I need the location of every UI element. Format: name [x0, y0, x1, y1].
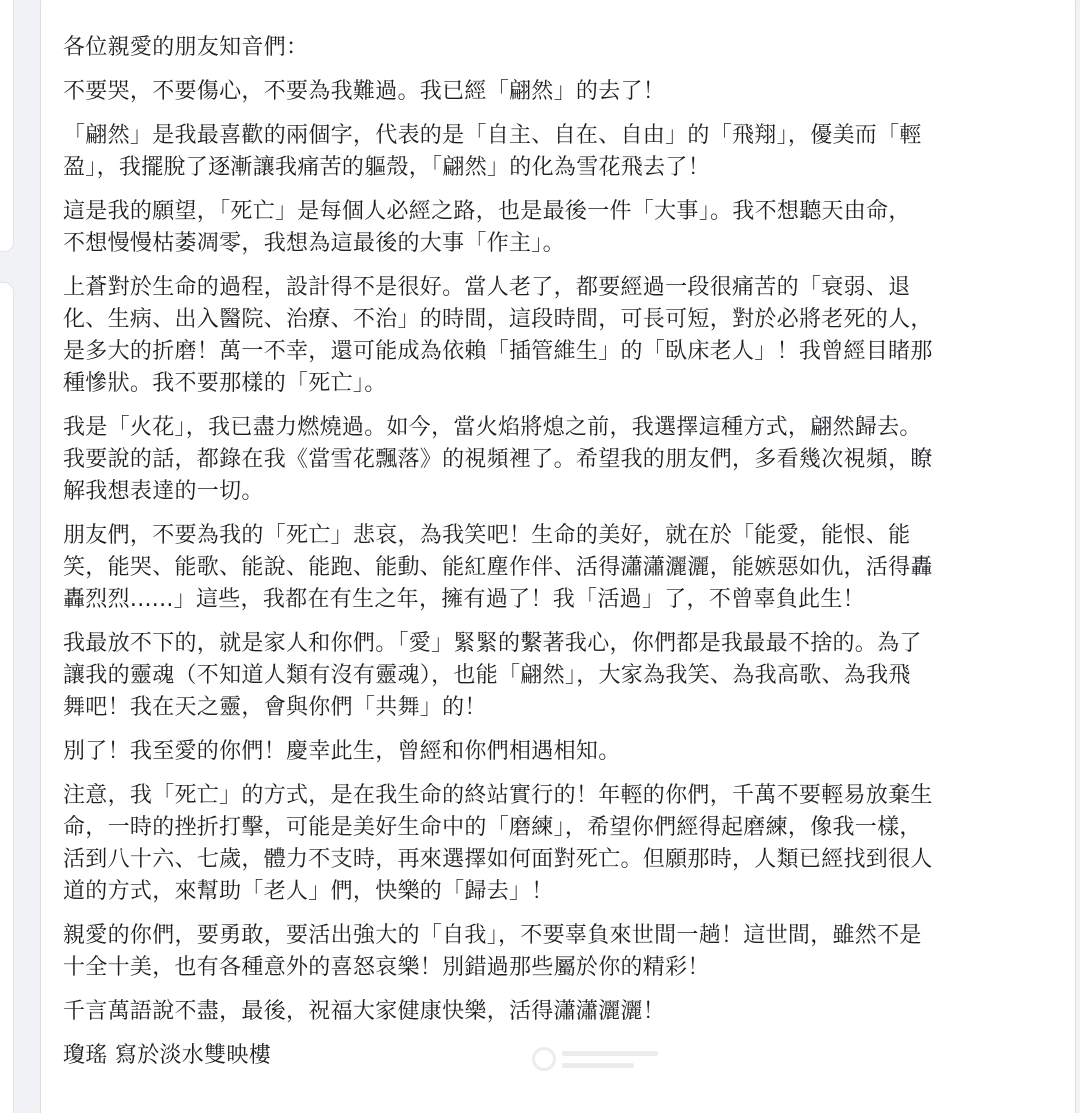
- paragraph-7: 我最放不下的，就是家人和你們。「愛」緊緊的繫著我心，你們都是我最最不捨的。為了 讓我的靈魂（不知道人類有沒有靈魂），也能「翩然」，大家為我笑、為我高歌、為我飛 舞吧！我在天之靈，會與你們「共舞」的！: [63, 631, 922, 720]
- paragraph-4: 上蒼對於生命的過程，設計得不是很好。當人老了，都要經過一段很痛苦的「衰弱、退 化、生病、出入醫院、治療、不治」的時間，這段時間，可長可短，對於必將老死的人， 是多大的折磨！萬一不幸，還可能成為依賴「插管維生」的「臥床老人」！我曾經目睹那 種慘狀。我不要那樣的「死亡」。: [63, 275, 933, 396]
- left-panel-edge-bottom: [0, 282, 14, 1113]
- paragraph-2: 「翩然」是我最喜歡的兩個字，代表的是「自主、自在、自由」的「飛翔」，優美而「輕 盈」，我擺脫了逐漸讓我痛苦的軀殼，「翩然」的化為雪花飛去了！: [63, 123, 922, 180]
- post-signature: 瓊瑤 寫於淡水雙映樓: [63, 1043, 271, 1068]
- paragraph-9: 注意，我「死亡」的方式，是在我生命的終站實行的！年輕的你們，千萬不要輕易放棄生 命，一時的挫折打擊，可能是美好生命中的「磨練」，希望你們經得起磨練，像我一樣， 活到八十六、七歲，體力不支時，再來選擇如何面對死亡。但願那時，人類已經找到很人 道的方式，來幫助「老人」們，快樂的「歸去」！: [63, 783, 933, 904]
- paragraph-5: 我是「火花」，我已盡力燃燒過。如今，當火焰將熄之前，我選擇這種方式，翩然歸去。 我要說的話，都錄在我《當雪花飄落》的視頻裡了。希望我的朋友們，多看幾次視頻，瞭 解我想表達的一切。: [63, 415, 933, 504]
- paragraph-3: 這是我的願望，「死亡」是每個人必經之路，也是最後一件「大事」。我不想聽天由命， 不想慢慢枯萎凋零，我想為這最後的大事「作主」。: [63, 199, 911, 256]
- post-greeting: 各位親愛的朋友知音們：: [63, 35, 309, 60]
- paragraph-10: 親愛的你們，要勇敢，要活出強大的「自我」，不要辜負來世間一趟！這世間，雖然不是 十全十美，也有各種意外的喜怒哀樂！別錯過那些屬於你的精彩！: [63, 923, 922, 980]
- watermark-line-1: [562, 1051, 658, 1056]
- left-panel-edge-top: [0, 0, 14, 252]
- paragraph-1: 不要哭，不要傷心，不要為我難過。我已經「翩然」的去了！: [63, 79, 666, 104]
- watermark-line-2: [562, 1063, 634, 1068]
- paragraph-6: 朋友們，不要為我的「死亡」悲哀，為我笑吧！生命的美好，就在於「能愛，能恨、能 笑，能哭、能歌、能說、能跑、能動、能紅塵作伴、活得瀟瀟灑灑，能嫉惡如仇，活得轟 轟烈烈......」這些，我都在有生之年，擁有過了！我「活過」了，不曾辜負此生！: [63, 523, 933, 612]
- paragraph-11: 千言萬語說不盡，最後，祝福大家健康快樂，活得瀟瀟灑灑！: [63, 999, 666, 1024]
- post-card: [40, 0, 1076, 1113]
- paragraph-8: 別了！我至愛的你們！慶幸此生，曾經和你們相遇相知。: [63, 739, 621, 764]
- post-text: [63, 32, 1063, 1084]
- watermark-logo: [532, 1043, 664, 1081]
- watermark-circle-icon: [532, 1047, 556, 1071]
